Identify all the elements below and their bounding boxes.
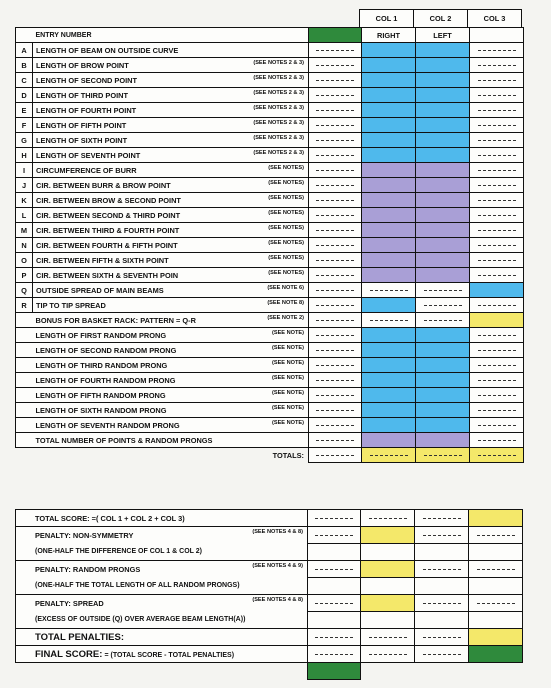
- row-col3-cell[interactable]: [470, 208, 524, 223]
- row-col1-cell[interactable]: [362, 133, 416, 148]
- row-label: LENGTH OF SEVENTH POINT: [36, 150, 141, 160]
- row-col3-cell[interactable]: [470, 388, 524, 403]
- row-note: (SEE NOTE): [271, 390, 304, 396]
- row-entry-cell[interactable]: [309, 388, 362, 403]
- penalty-nonsym-desc: (ONE-HALF THE DIFFERENCE OF COL 1 & COL 2): [32, 544, 308, 561]
- table-row: [16, 238, 524, 253]
- row-col3-cell[interactable]: [470, 253, 524, 268]
- row-letter: [16, 313, 33, 328]
- row-note: (SEE NOTE): [271, 360, 304, 366]
- row-col1-cell[interactable]: [362, 103, 416, 118]
- row-entry-cell[interactable]: [309, 193, 362, 208]
- row-description: [33, 238, 309, 253]
- row-col2-cell[interactable]: [416, 58, 470, 73]
- col2-header: COL 2: [414, 10, 468, 28]
- row-description: [33, 208, 309, 223]
- row-entry-cell[interactable]: [309, 148, 362, 163]
- table-row: [16, 343, 524, 358]
- row-col1-cell[interactable]: [362, 58, 416, 73]
- row-col2-cell[interactable]: [416, 148, 470, 163]
- row-label: LENGTH OF SECOND POINT: [36, 75, 138, 85]
- penalty-spread-note: (SEE NOTES 4 & 8): [252, 597, 303, 603]
- row-label: CIR. BETWEEN FOURTH & FIFTH POINT: [36, 240, 178, 250]
- row-description: [33, 343, 309, 358]
- row-label: TIP TO TIP SPREAD: [36, 300, 106, 310]
- row-col1-cell[interactable]: [362, 298, 416, 313]
- row-entry-cell[interactable]: [309, 133, 362, 148]
- row-entry-cell[interactable]: [309, 268, 362, 283]
- row-entry-cell[interactable]: [309, 253, 362, 268]
- row-col1-cell[interactable]: [362, 238, 416, 253]
- row-letter: F: [16, 118, 33, 133]
- row-label: CIR. BETWEEN SECOND & THIRD POINT: [36, 210, 181, 220]
- row-col1-cell[interactable]: [362, 373, 416, 388]
- row-col1-cell[interactable]: [362, 358, 416, 373]
- row-description: [33, 298, 309, 313]
- row-col2-cell[interactable]: [416, 268, 470, 283]
- row-letter: C: [16, 73, 33, 88]
- row-note: (SEE NOTE 8): [267, 300, 304, 306]
- row-note: (SEE NOTE 6): [267, 285, 304, 291]
- row-col2-cell[interactable]: [416, 298, 470, 313]
- row-col2-cell[interactable]: [416, 373, 470, 388]
- left-label: LEFT: [416, 28, 470, 43]
- row-entry-cell[interactable]: [309, 403, 362, 418]
- row-letter: D: [16, 88, 33, 103]
- row-letter: [16, 373, 33, 388]
- row-label: LENGTH OF FOURTH RANDOM PRONG: [35, 375, 176, 385]
- penalty-random-note: (SEE NOTES 4 & 9): [252, 563, 303, 569]
- row-col2-cell[interactable]: [416, 103, 470, 118]
- row-note: (SEE NOTES): [268, 180, 304, 186]
- row-letter: J: [16, 178, 33, 193]
- row-description: [33, 268, 309, 283]
- row-col2-cell[interactable]: [416, 388, 470, 403]
- row-col2-cell[interactable]: [416, 238, 470, 253]
- row-letter: B: [16, 58, 33, 73]
- totals-col3[interactable]: [470, 448, 524, 463]
- penalty-random-label: PENALTY: RANDOM PRONGS: [35, 564, 141, 574]
- row-note: (SEE NOTES 2 & 3): [253, 90, 304, 96]
- table-row: [16, 133, 524, 148]
- row-description: [33, 328, 309, 343]
- row-col1-cell[interactable]: [362, 148, 416, 163]
- row-description: [33, 433, 309, 448]
- row-description: [33, 253, 309, 268]
- row-col3-cell[interactable]: [470, 328, 524, 343]
- penalty-table: [15, 509, 523, 680]
- row-col3-cell[interactable]: [470, 148, 524, 163]
- row-label: LENGTH OF SEVENTH RANDOM PRONG: [35, 420, 180, 430]
- row-entry-cell[interactable]: [309, 163, 362, 178]
- col3-header: COL 3: [468, 10, 522, 28]
- row-letter: [16, 418, 33, 433]
- row-entry-cell[interactable]: [309, 88, 362, 103]
- row-entry-cell[interactable]: [309, 373, 362, 388]
- penalty-nonsym-note: (SEE NOTES 4 & 8): [252, 529, 303, 535]
- penalty-random-desc: (ONE-HALF THE TOTAL LENGTH OF ALL RANDOM PRONGS): [32, 578, 308, 595]
- row-note: (SEE NOTES 2 & 3): [253, 120, 304, 126]
- row-label: LENGTH OF SIXTH RANDOM PRONG: [35, 405, 167, 415]
- final-score-cell[interactable]: [469, 646, 523, 663]
- row-entry-cell[interactable]: [309, 313, 362, 328]
- total-penalties-label: TOTAL PENALTIES:: [32, 629, 308, 646]
- row-col3-cell[interactable]: [470, 403, 524, 418]
- row-col2-cell[interactable]: [416, 118, 470, 133]
- row-note: (SEE NOTE): [271, 405, 304, 411]
- row-entry-cell[interactable]: [309, 103, 362, 118]
- row-label: LENGTH OF FIFTH RANDOM PRONG: [35, 390, 166, 400]
- row-note: (SEE NOTE): [271, 330, 304, 336]
- row-col2-cell[interactable]: [416, 133, 470, 148]
- right-label: RIGHT: [362, 28, 416, 43]
- table-row: [16, 73, 524, 88]
- row-col3-cell[interactable]: [470, 313, 524, 328]
- table-row: [16, 433, 524, 448]
- row-entry-cell[interactable]: [309, 298, 362, 313]
- row-label: LENGTH OF SECOND RANDOM PRONG: [35, 345, 177, 355]
- row-col3-cell[interactable]: [470, 103, 524, 118]
- row-col3-cell[interactable]: [470, 223, 524, 238]
- row-col3-cell[interactable]: [470, 58, 524, 73]
- row-col3-cell[interactable]: [470, 298, 524, 313]
- row-col2-cell[interactable]: [416, 223, 470, 238]
- row-label: TOTAL NUMBER OF POINTS & RANDOM PRONGS: [35, 435, 213, 445]
- table-row: [16, 403, 524, 418]
- row-description: [33, 133, 309, 148]
- row-col2-cell[interactable]: [416, 403, 470, 418]
- table-row: [16, 43, 524, 58]
- row-note: (SEE NOTE 2): [267, 315, 304, 321]
- row-letter: [16, 328, 33, 343]
- row-entry-cell[interactable]: [309, 433, 362, 448]
- row-description: [33, 388, 309, 403]
- entry-number-cell[interactable]: [309, 28, 362, 43]
- row-col2-cell[interactable]: [416, 418, 470, 433]
- row-col2-cell[interactable]: [416, 313, 470, 328]
- row-col3-cell[interactable]: [470, 178, 524, 193]
- row-col1-cell[interactable]: [362, 283, 416, 298]
- table-row: [16, 373, 524, 388]
- row-label: OUTSIDE SPREAD OF MAIN BEAMS: [36, 285, 164, 295]
- row-description: [33, 418, 309, 433]
- table-row: [16, 148, 524, 163]
- penalty-spread-cell[interactable]: [361, 595, 415, 612]
- row-col2-cell[interactable]: [416, 73, 470, 88]
- row-col1-cell[interactable]: [362, 343, 416, 358]
- row-label: LENGTH OF THIRD POINT: [36, 90, 128, 100]
- row-col3-cell[interactable]: [470, 343, 524, 358]
- row-col2-cell[interactable]: [416, 358, 470, 373]
- row-letter: Q: [16, 283, 33, 298]
- row-description: [33, 358, 309, 373]
- row-note: (SEE NOTE): [271, 375, 304, 381]
- row-col2-cell[interactable]: [416, 163, 470, 178]
- row-entry-cell[interactable]: [309, 358, 362, 373]
- row-note: (SEE NOTES): [268, 195, 304, 201]
- row-col3-cell[interactable]: [470, 418, 524, 433]
- row-entry-cell[interactable]: [309, 208, 362, 223]
- row-letter: [16, 388, 33, 403]
- row-letter: L: [16, 208, 33, 223]
- row-note: (SEE NOTES): [268, 210, 304, 216]
- row-col1-cell[interactable]: [362, 418, 416, 433]
- row-letter: [16, 403, 33, 418]
- row-col1-cell[interactable]: [362, 253, 416, 268]
- row-col3-cell[interactable]: [470, 193, 524, 208]
- row-col3-cell[interactable]: [470, 433, 524, 448]
- row-letter: G: [16, 133, 33, 148]
- row-col1-cell[interactable]: [362, 313, 416, 328]
- row-entry-cell[interactable]: [309, 328, 362, 343]
- row-description: [33, 313, 309, 328]
- row-col1-cell[interactable]: [362, 43, 416, 58]
- row-description: [33, 178, 309, 193]
- row-col1-cell[interactable]: [362, 73, 416, 88]
- row-description: [33, 223, 309, 238]
- row-col1-cell[interactable]: [362, 403, 416, 418]
- row-col2-cell[interactable]: [416, 88, 470, 103]
- row-note: (SEE NOTES): [268, 270, 304, 276]
- row-col2-cell[interactable]: [416, 343, 470, 358]
- row-col2-cell[interactable]: [416, 283, 470, 298]
- score-sheet: [15, 27, 524, 463]
- table-row: [16, 58, 524, 73]
- row-note: (SEE NOTES 2 & 3): [253, 105, 304, 111]
- row-entry-cell[interactable]: [309, 223, 362, 238]
- row-col3-cell[interactable]: [470, 118, 524, 133]
- row-note: (SEE NOTE): [271, 345, 304, 351]
- row-letter: P: [16, 268, 33, 283]
- table-row: [16, 88, 524, 103]
- header-table: [15, 9, 522, 28]
- row-label: LENGTH OF FIRST RANDOM PRONG: [35, 330, 167, 340]
- table-row: [16, 208, 524, 223]
- row-col2-cell[interactable]: [416, 328, 470, 343]
- row-letter: A: [16, 43, 33, 58]
- row-letter: R: [16, 298, 33, 313]
- row-letter: E: [16, 103, 33, 118]
- row-description: [33, 373, 309, 388]
- row-label: CIRCUMFERENCE OF BURR: [36, 165, 137, 175]
- row-col2-cell[interactable]: [416, 433, 470, 448]
- final-score-formula: = (TOTAL SCORE - TOTAL PENALTIES): [104, 651, 235, 659]
- final-entry-cell[interactable]: [308, 663, 361, 680]
- totals-label: TOTALS:: [272, 450, 304, 460]
- row-letter: [16, 343, 33, 358]
- row-letter: [16, 358, 33, 373]
- row-note: (SEE NOTES 2 & 3): [253, 135, 304, 141]
- row-col1-cell[interactable]: [362, 163, 416, 178]
- row-entry-cell[interactable]: [309, 58, 362, 73]
- row-col1-cell[interactable]: [362, 268, 416, 283]
- table-row: [16, 298, 524, 313]
- row-label: LENGTH OF FIFTH POINT: [36, 120, 127, 130]
- entry-number-row: [16, 28, 524, 43]
- totals-col1[interactable]: [362, 448, 416, 463]
- row-label: BONUS FOR BASKET RACK: PATTERN = Q-R: [35, 315, 196, 325]
- row-label: LENGTH OF FOURTH POINT: [36, 105, 137, 115]
- penalty-spread-desc: (EXCESS OF OUTSIDE (Q) OVER AVERAGE BEAM LENGTH(A)): [32, 612, 308, 629]
- row-description: [33, 148, 309, 163]
- total-score-cell[interactable]: [469, 510, 523, 527]
- row-note: (SEE NOTES): [268, 255, 304, 261]
- row-description: [33, 58, 309, 73]
- row-description: [33, 103, 309, 118]
- row-label: CIR. BETWEEN BROW & SECOND POINT: [36, 195, 181, 205]
- row-label: CIR. BETWEEN THIRD & FOURTH POINT: [36, 225, 180, 235]
- row-entry-cell[interactable]: [309, 178, 362, 193]
- row-description: [33, 43, 309, 58]
- row-entry-cell[interactable]: [309, 283, 362, 298]
- penalty-random-cell[interactable]: [361, 561, 415, 578]
- row-entry-cell[interactable]: [309, 418, 362, 433]
- row-description: [33, 403, 309, 418]
- row-label: LENGTH OF BEAM ON OUTSIDE CURVE: [36, 45, 179, 55]
- row-note: (SEE NOTES): [268, 240, 304, 246]
- table-row: [16, 163, 524, 178]
- row-letter: I: [16, 163, 33, 178]
- row-letter: H: [16, 148, 33, 163]
- row-col2-cell[interactable]: [416, 253, 470, 268]
- penalty-spread-label: PENALTY: SPREAD: [35, 598, 104, 608]
- penalty-nonsym-cell[interactable]: [361, 527, 415, 544]
- row-label: LENGTH OF SIXTH POINT: [36, 135, 128, 145]
- table-row: [16, 178, 524, 193]
- row-col1-cell[interactable]: [362, 433, 416, 448]
- row-description: [33, 73, 309, 88]
- row-note: (SEE NOTES 2 & 3): [253, 75, 304, 81]
- table-row: [16, 313, 524, 328]
- row-col1-cell[interactable]: [362, 388, 416, 403]
- row-letter: O: [16, 253, 33, 268]
- row-col3-cell[interactable]: [470, 73, 524, 88]
- row-note: (SEE NOTE): [271, 420, 304, 426]
- row-col1-cell[interactable]: [362, 88, 416, 103]
- row-col3-cell[interactable]: [470, 358, 524, 373]
- row-entry-cell[interactable]: [309, 118, 362, 133]
- table-row: [16, 118, 524, 133]
- row-label: CIR. BETWEEN BURR & BROW POINT: [36, 180, 171, 190]
- row-col1-cell[interactable]: [362, 178, 416, 193]
- row-col3-cell[interactable]: [470, 238, 524, 253]
- table-row: [16, 193, 524, 208]
- table-row: [16, 103, 524, 118]
- row-note: (SEE NOTES 2 & 3): [253, 150, 304, 156]
- table-row: [16, 253, 524, 268]
- row-col1-cell[interactable]: [362, 328, 416, 343]
- row-col3-cell[interactable]: [470, 268, 524, 283]
- totals-entry[interactable]: [309, 448, 362, 463]
- entry-number-label: ENTRY NUMBER: [33, 28, 309, 43]
- table-row: [16, 283, 524, 298]
- row-label: CIR. BETWEEN SIXTH & SEVENTH POIN: [36, 270, 179, 280]
- table-row: [16, 223, 524, 238]
- total-score-label: TOTAL SCORE: =( COL 1 + COL 2 + COL 3): [32, 510, 308, 527]
- row-note: (SEE NOTES 2 & 3): [253, 60, 304, 66]
- row-description: [33, 283, 309, 298]
- row-entry-cell[interactable]: [309, 238, 362, 253]
- row-label: LENGTH OF BROW POINT: [36, 60, 129, 70]
- col1-header: COL 1: [360, 10, 414, 28]
- table-row: [16, 418, 524, 433]
- row-letter: N: [16, 238, 33, 253]
- row-col3-cell[interactable]: [470, 133, 524, 148]
- row-description: [33, 88, 309, 103]
- table-row: [16, 358, 524, 373]
- row-description: [33, 193, 309, 208]
- row-col1-cell[interactable]: [362, 223, 416, 238]
- row-col3-cell[interactable]: [470, 43, 524, 58]
- final-score-label: FINAL SCORE:: [35, 648, 103, 660]
- row-label: CIR. BETWEEN FIFTH & SIXTH POINT: [36, 255, 169, 265]
- row-col3-cell[interactable]: [470, 163, 524, 178]
- row-entry-cell[interactable]: [309, 43, 362, 58]
- total-penalties-cell[interactable]: [469, 629, 523, 646]
- row-col3-cell[interactable]: [470, 373, 524, 388]
- table-row: [16, 268, 524, 283]
- totals-row: [16, 448, 524, 463]
- row-note: (SEE NOTES): [268, 225, 304, 231]
- penalty-nonsym-label: PENALTY: NON-SYMMETRY: [35, 530, 134, 540]
- row-note: (SEE NOTES): [268, 165, 304, 171]
- row-col1-cell[interactable]: [362, 208, 416, 223]
- row-col1-cell[interactable]: [362, 193, 416, 208]
- row-col2-cell[interactable]: [416, 208, 470, 223]
- row-description: [33, 163, 309, 178]
- row-col3-cell[interactable]: [470, 88, 524, 103]
- row-description: [33, 118, 309, 133]
- row-label: LENGTH OF THIRD RANDOM PRONG: [35, 360, 168, 370]
- row-col1-cell[interactable]: [362, 118, 416, 133]
- table-row: [16, 388, 524, 403]
- row-col2-cell[interactable]: [416, 193, 470, 208]
- row-col3-cell[interactable]: [470, 283, 524, 298]
- row-letter: K: [16, 193, 33, 208]
- row-col2-cell[interactable]: [416, 43, 470, 58]
- row-entry-cell[interactable]: [309, 73, 362, 88]
- row-col2-cell[interactable]: [416, 178, 470, 193]
- row-letter: [16, 433, 33, 448]
- table-row: [16, 328, 524, 343]
- row-entry-cell[interactable]: [309, 343, 362, 358]
- totals-col2[interactable]: [416, 448, 470, 463]
- row-letter: M: [16, 223, 33, 238]
